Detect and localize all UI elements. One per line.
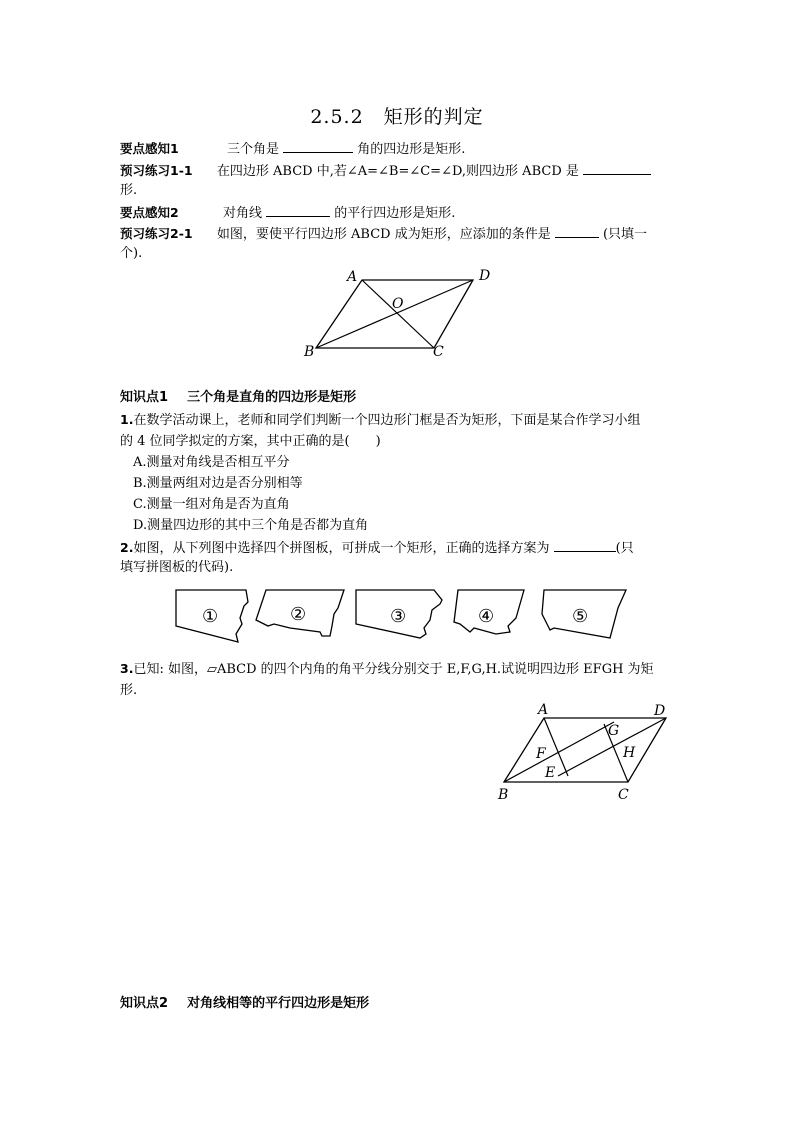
puzzle-piece-4-code: ④	[478, 606, 495, 627]
key-point-1-post: 角的四边形是矩形.	[357, 142, 466, 157]
question-1-option-b[interactable]: B.测量两组对边是否分别相等	[133, 476, 303, 491]
question-1-number: 1.	[120, 412, 134, 427]
puzzle-piece-1-code: ①	[202, 606, 219, 627]
exercise-2-1-tail: (只填一	[602, 227, 648, 242]
question-2-line-2: 填写拼图板的代码).	[120, 560, 234, 575]
exercise-1-1-text: 在四边形 ABCD 中,若∠A=∠B=∠C=∠D,则四边形 ABCD 是	[216, 164, 579, 179]
key-point-2-blank[interactable]	[266, 202, 330, 217]
exercise-1-1-cont: 形.	[120, 183, 138, 198]
question-2-number: 2.	[120, 540, 134, 555]
parallelogram-figure-3	[494, 698, 680, 806]
bisector-b	[504, 722, 614, 782]
label-o: O	[392, 296, 404, 312]
exercise-2-1-blank[interactable]	[555, 223, 599, 238]
knowledge-point-1	[120, 388, 676, 408]
key-point-1-label: 要点感知1	[120, 141, 179, 156]
label-d: D	[479, 268, 491, 284]
question-2-blank[interactable]	[554, 537, 616, 552]
question-1-text-1: 在数学活动课上，老师和同学们判断一个四边形门框是否为矩形，下面是某合作学习小组	[133, 413, 641, 428]
label-g: G	[608, 723, 620, 739]
label-f: F	[536, 746, 546, 762]
puzzle-pieces-figure	[170, 584, 632, 646]
question-1-option-c[interactable]: C.测量一组对角是否为直角	[133, 497, 290, 512]
question-3-line-2: 形.	[120, 683, 138, 698]
question-2-line-1	[120, 537, 676, 559]
puzzle-piece-5-code: ⑤	[572, 606, 589, 627]
key-point-2	[120, 202, 676, 224]
label-a-2: A	[538, 702, 549, 718]
exercise-1-1-label: 预习练习1-1	[120, 163, 193, 178]
question-3-line-1	[120, 659, 676, 680]
knowledge-point-2-label: 知识点2	[120, 996, 169, 1011]
exercise-2-1-text: 如图，要使平行四边形 ABCD 成为矩形，应添加的条件是	[216, 227, 551, 242]
puzzle-piece-2-code: ②	[290, 604, 307, 625]
exercise-2-1	[120, 223, 676, 245]
knowledge-point-2	[120, 994, 676, 1014]
question-3-text-1: 已知: 如图，▱ABCD 的四个内角的角平分线分别交于 E,F,G,H.试说明四边形 EFGH 为矩	[133, 662, 654, 677]
knowledge-point-1-label: 知识点1	[120, 390, 169, 405]
page-title: 2.5.2 矩形的判定	[310, 106, 484, 128]
label-c-2: C	[618, 787, 629, 803]
exercise-2-1-cont: 个).	[120, 246, 143, 261]
puzzle-piece-3-code: ③	[390, 606, 407, 627]
label-c: C	[433, 344, 444, 360]
key-point-2-pre: 对角线	[222, 206, 262, 221]
knowledge-point-1-text: 三个角是直角的四边形是矩形	[187, 390, 357, 405]
label-d-2: D	[654, 703, 666, 719]
question-1-line-2: 的 4 位同学拟定的方案，其中正确的是( )	[120, 434, 381, 449]
key-point-1	[120, 138, 676, 160]
label-b-2: B	[498, 787, 509, 803]
exercise-1-1	[120, 160, 676, 182]
exercise-2-1-label: 预习练习2-1	[120, 226, 193, 241]
label-e: E	[545, 765, 556, 781]
exercise-1-1-blank[interactable]	[583, 160, 651, 175]
question-1-option-d[interactable]: D.测量四边形的其中三个角是否都为直角	[133, 518, 369, 533]
label-h: H	[623, 745, 636, 761]
knowledge-point-2-text: 对角线相等的平行四边形是矩形	[187, 996, 370, 1011]
question-3-number: 3.	[120, 661, 134, 676]
label-b: B	[304, 344, 315, 360]
key-point-2-post: 的平行四边形是矩形.	[334, 206, 456, 221]
key-point-2-label: 要点感知2	[120, 205, 179, 220]
question-1-line-1	[120, 410, 676, 431]
question-2-text-1: 如图，从下列图中选择四个拼图板，可拼成一个矩形，正确的选择方案为	[133, 541, 550, 556]
diagonal-ac	[362, 280, 434, 348]
parallelogram-abcd-2	[504, 718, 666, 782]
label-a: A	[347, 269, 358, 285]
question-2-tail: (只	[615, 541, 634, 556]
key-point-1-blank[interactable]	[283, 138, 353, 153]
parallelogram-figure-1	[296, 264, 506, 364]
key-point-1-pre: 三个角是	[226, 142, 279, 157]
question-1-option-a[interactable]: A.测量对角线是否相互平分	[133, 455, 290, 470]
